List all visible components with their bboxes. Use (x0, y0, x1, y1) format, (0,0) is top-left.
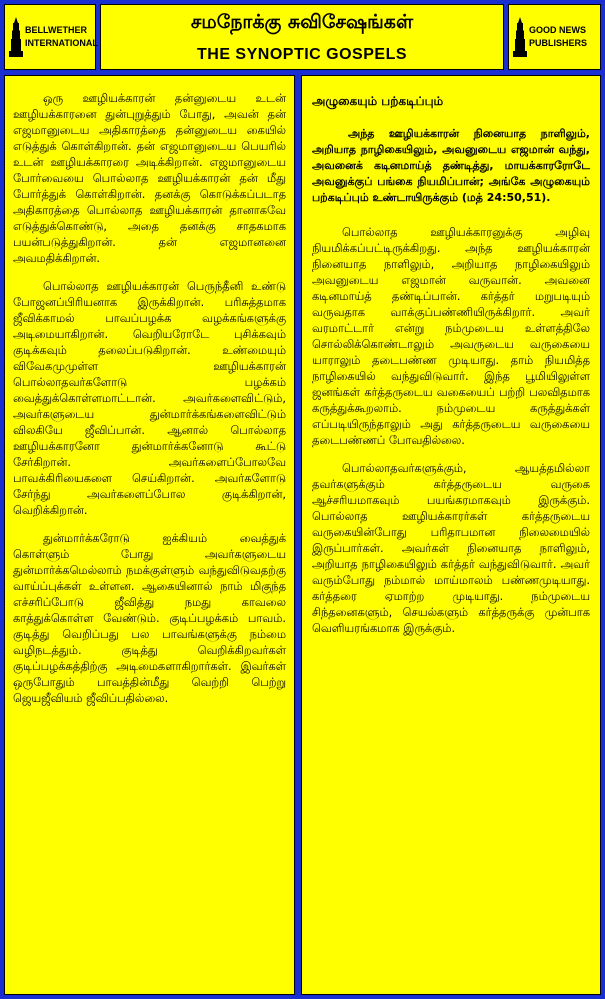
left-column (4, 75, 295, 995)
logo-right-line2: PUBLISHERS (529, 38, 588, 48)
page-header (100, 4, 504, 70)
scripture-verse: அந்த ஊழியக்காரன் நினையாத நாளிலும், அறியாத நாழிகையிலும், அவனுடைய எஜமான் வந்து, அவனைக் கடினமாய்த் தண்டித்து, மாயக்காரரோடே அவனுக்குப் பங்கை நியமிப்பான்; அங்கே அழுகையும் பற்கடிப்பும் உண்டாயிருக்கும் (மத் 24:50,51). (312, 127, 590, 204)
logo-right-line1: GOOD NEWS (529, 25, 587, 35)
paragraph: ஒரு ஊழியக்காரன் தன்னுடைய உடன் ஊழியக்காரனை துன்புறுத்தும் போது, அவன் தன் எஜமானுடைய அதிகாரத்தை தன்னுடைய கையில் எடுத்துக் கொள்கிறான். தன் எஜமானுடைய பெயரில் உடன் ஊழியக்காரரை அடிக்கிறான். எஜமானுடைய போர்வையை பொல்லாத ஊழியக்காரன் தன் மீது போர்த்துக் கொள்கிறான். தனக்கு கொடுக்கப்படாத அதிகாரத்தை பொல்லாத ஊழியக்காரன் தானாகவே எடுத்துக்கொண்டு, அதை தனக்கு சாதகமாக பயன்படுத்துகிறான். தன் எஜமானனை அவமதிக்கிறான். (13, 91, 286, 265)
paragraph: பொல்லாத ஊழியக்காரன் பெருந்தீனி உண்டு போஜனப்பிரியனாக இருக்கிறான். பரிசுத்தமாக ஜீவிக்காமல் பாவப்பழக்க வழக்கங்களுக்கு அடிமையாகிறான். வெறியரோடே புசிக்கவும் குடிக்கவும் தலைப்படுகிறான். உண்மையும் விவேகமுமுள்ள ஊழியக்காரன் பொல்லாதவர்களோடு பழக்கம் வைத்துக்கொள்ளமாட்டான். அவர்களைவிட்டும், அவர்களுடைய துன்மார்க்கங்களைவிட்டும் விலகியே ஜீவிப்பான். ஆனால் பொல்லாத ஊழியக்காரனோ துன்மார்க்கனோடு கூட்டு சேர்கிறான். அவர்களைப்போலவே பாவக்கிரியைகளை செய்கிறான். அவர்களோடு சேர்ந்து அவர்களைப்போல குடிக்கிறான், வெறிக்கிறான். (13, 279, 286, 517)
logo-left-line2: INTERNATIONAL (25, 38, 98, 48)
right-column (301, 75, 601, 995)
paragraph: துன்மார்க்கரோடு ஐக்கியம் வைத்துக் கொள்ளும் போது அவர்களுடைய துன்மார்க்கமெல்லாம் நமக்குள்ளும் வந்துவிடுவதற்கு வாய்ப்புக்கள் உள்ளன. ஆகையினால் நாம் மிகுந்த எச்சரிப்போடு ஜீவித்து நமது காவலை காத்துக்கொள்ள வேண்டும். குடிப்பழக்கம் பாவம். குடித்து வெறிப்பது பல பாவங்களுக்கு நம்மை வழிநடத்தும். குடித்து வெறிக்கிறவர்கள் குடிப்பழக்கத்திற்கு அடிமைகளாகிறார்கள். இவர்கள் ஒருபோதும் பாவத்தின்மீது வெற்றி பெற்று ஜெயஜீவியம் ஜீவிப்பதில்லை. (13, 531, 286, 705)
paragraph: பொல்லாத ஊழியக்காரனுக்கு அழிவு நியமிக்கப்பட்டிருக்கிறது. அந்த ஊழியக்காரன் நினையாத நாளிலும், அறியாத நாழிகையிலும் அவனுடைய எஜமான் வருவான். அவனை கடினமாய்த் தண்டிப்பான். கர்த்தர் மறுபடியும் வருவதாக வாக்குப்பண்ணியிருக்கிறார். அவர் வரமாட்டார் என்று நம்முடைய உள்ளத்திலே சொல்லிக்கொண்டாலும் அவருடைய வருகையை யாராலும் தடைபண்ண முடியாது. தாம் நியமித்த நாழிகையில் வந்துவிடுவார். இந்த பூமியிலுள்ள ஜனங்கள் கர்த்தருடைய வகையைப் பற்றி பலவிதமாக கருத்துக்கூறலாம். நம்முடைய கருத்துக்கள் எப்படியிருந்தாலும் அது கர்த்தருடைய வருகையை தடைபண்ணப் போவதில்லை. (312, 225, 590, 447)
bell-tower-icon (513, 17, 527, 57)
paragraph: பொல்லாதவர்களுக்கும், ஆயத்தமில்லா தவர்களுக்கும் கர்த்தருடைய வருகை ஆச்சரியமாகவும் பயங்கரமாகவும் இருக்கும். பொல்லாத ஊழியக்காரர்கள் கர்த்தருடைய வருகையின்போது பரிதாபமான நிலைமையில் இருப்பார்கள். அவர்கள் நினையாத நாளிலும், அறியாத நாழிகையிலும் கர்த்தர் வந்துவிடுவார். அவர் வரும்போது நம்மால் மாய்மாலம் பண்ணமுடியாது. கர்த்தரை ஏமாற்ற முடியாது. நம்முடைய சிந்தனைகளும், செயல்களும் கர்த்தருக்கு முன்பாக வெளியரங்கமாக இருக்கும். (312, 461, 590, 635)
bellwether-logo (4, 4, 96, 70)
section-title: அழுகையும் பற்கடிப்பும் (312, 94, 444, 108)
good-news-logo (508, 4, 601, 70)
bell-tower-icon (9, 17, 23, 57)
tamil-title: சமநோக்கு சுவிசேஷங்கள் (190, 11, 414, 33)
english-title: THE SYNOPTIC GOSPELS (196, 46, 408, 63)
logo-left-line1: BELLWETHER (25, 25, 87, 35)
